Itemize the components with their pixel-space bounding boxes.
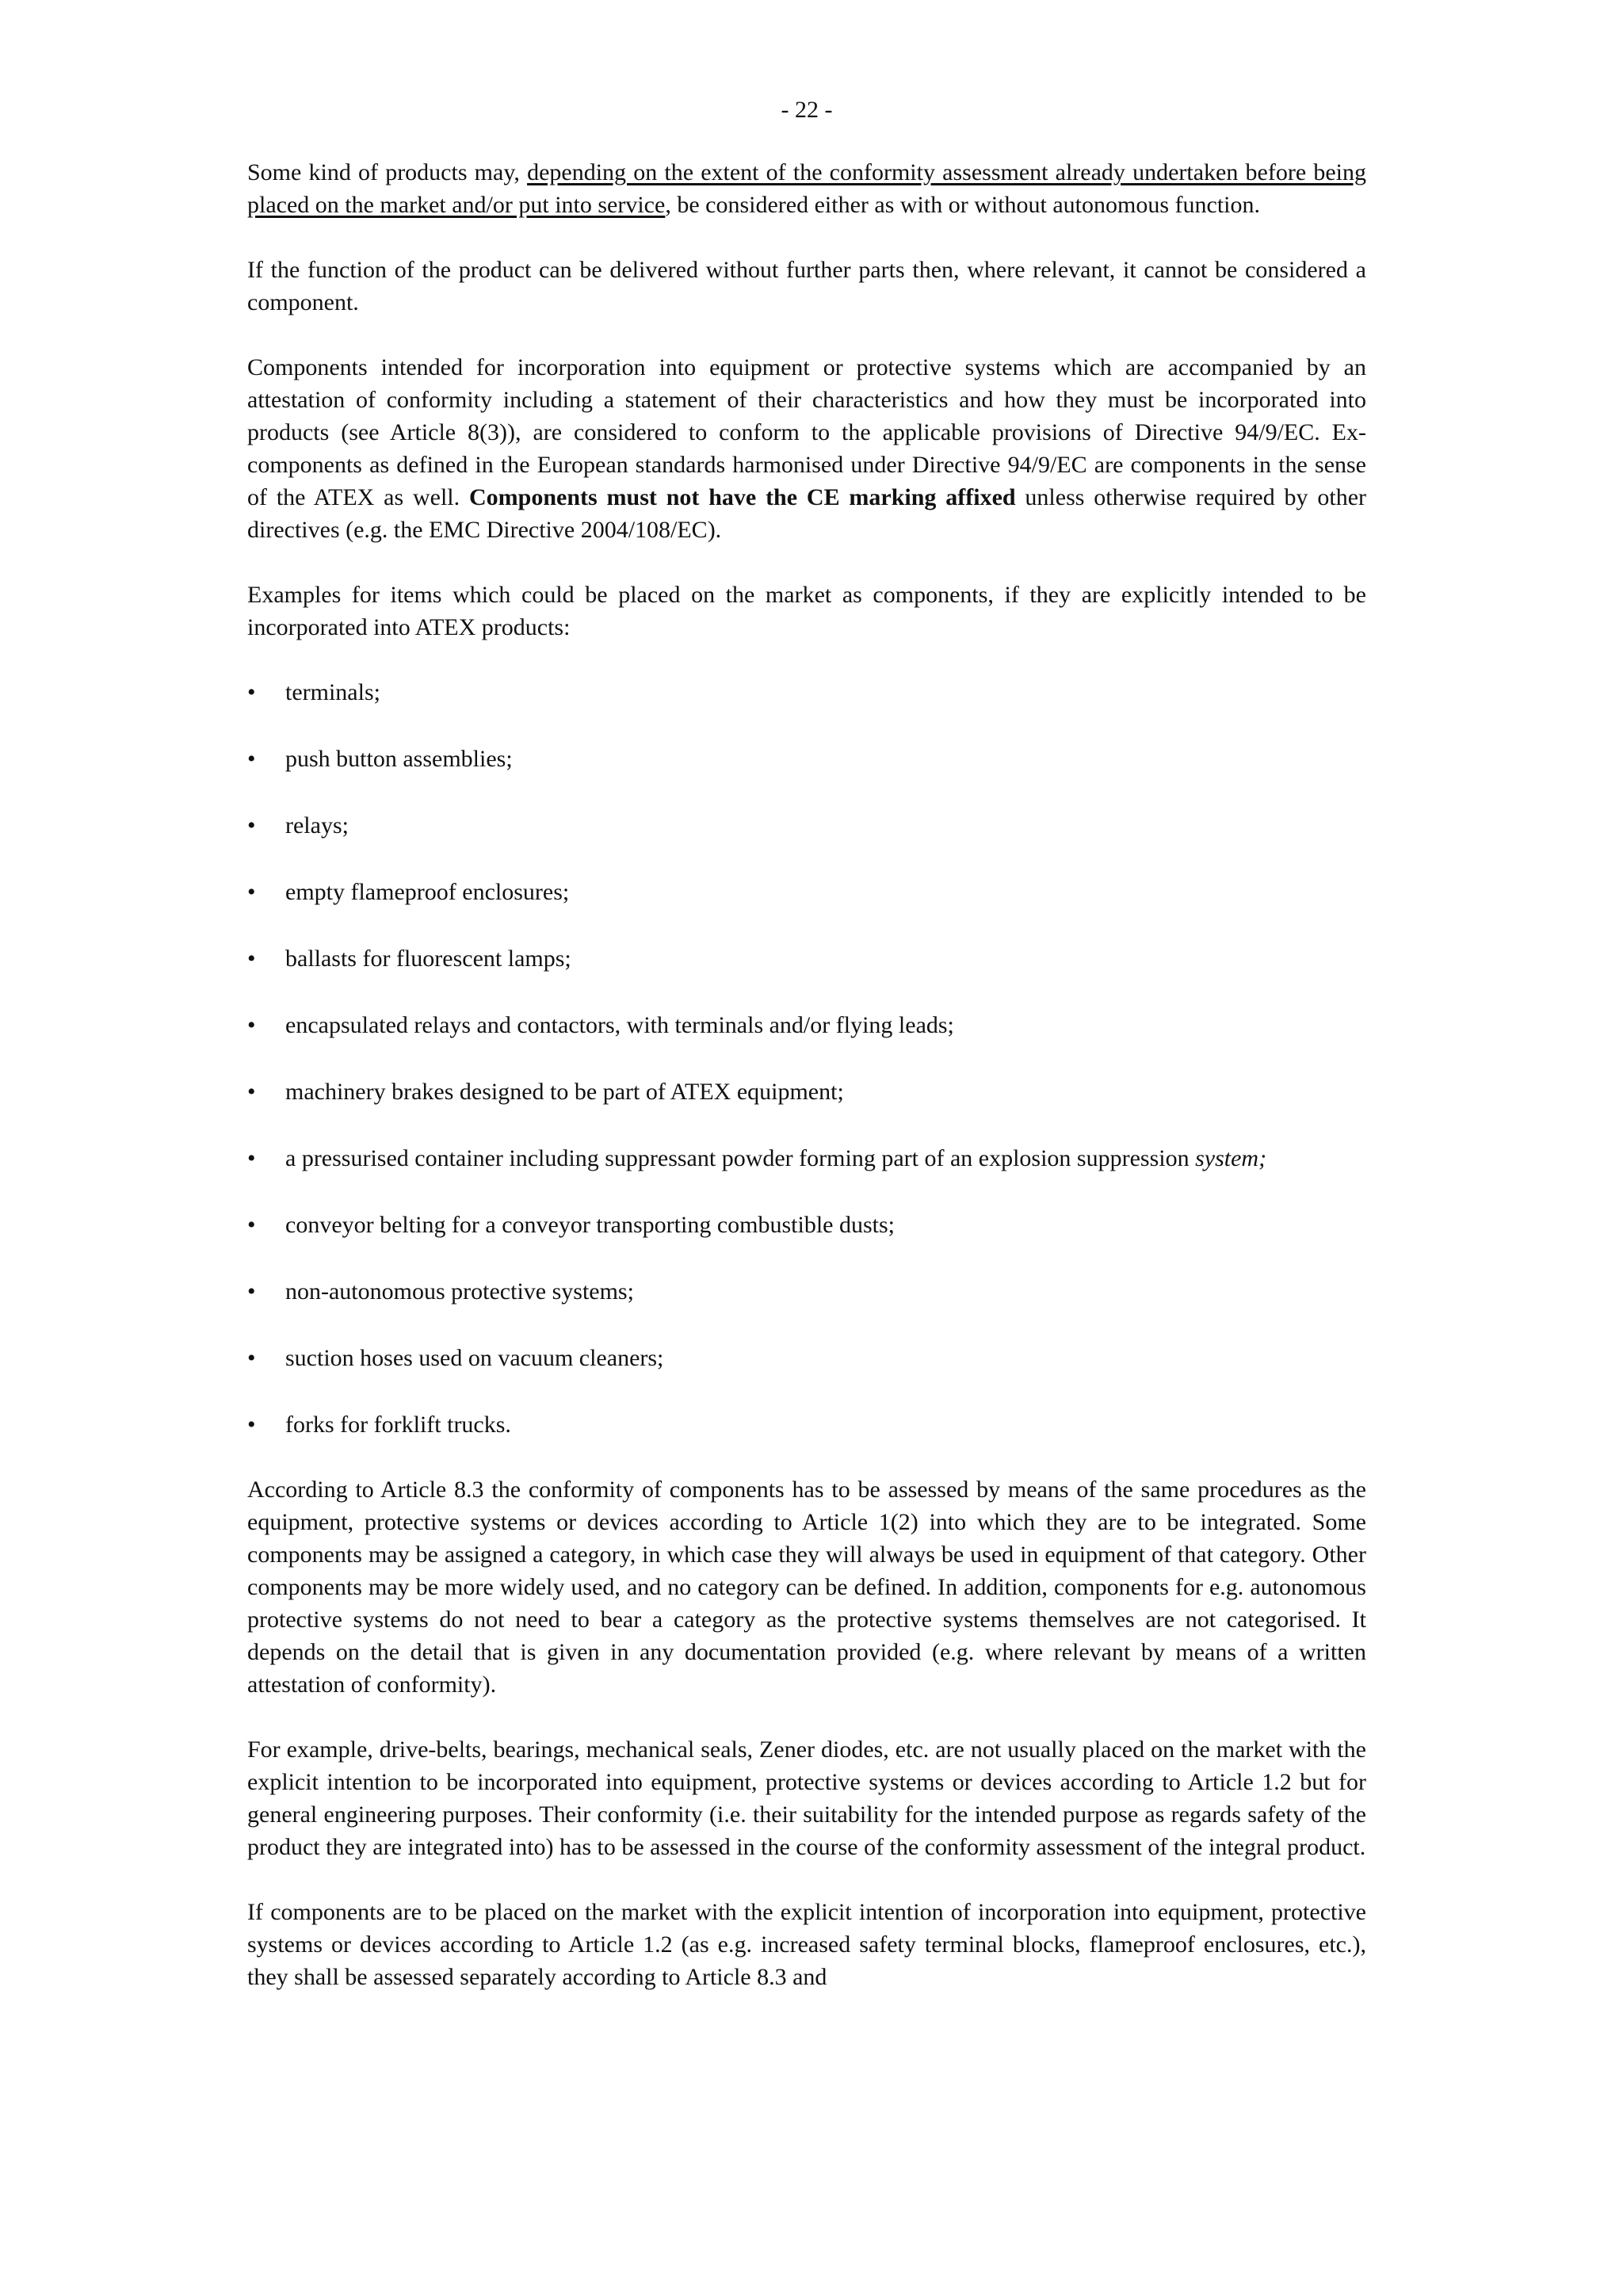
list-item-italic-text: system; xyxy=(1195,1145,1267,1171)
list-item xyxy=(247,809,1366,842)
bullet-icon: • xyxy=(247,946,256,972)
examples-list xyxy=(247,676,1366,1441)
bullet-icon: • xyxy=(247,1412,256,1438)
bullet-icon: • xyxy=(247,746,256,772)
list-item-text: relays; xyxy=(285,812,349,839)
bullet-icon: • xyxy=(247,1212,256,1238)
list-item-text: non-autonomous protective systems; xyxy=(285,1278,634,1305)
bullet-icon: • xyxy=(247,1079,256,1105)
list-item xyxy=(247,942,1366,975)
bullet-icon: • xyxy=(247,1012,256,1038)
list-item xyxy=(247,743,1366,775)
paragraph-lead: Some kind of products may, xyxy=(247,159,528,185)
list-item-text: encapsulated relays and contactors, with terminals and/or flying leads; xyxy=(285,1012,954,1038)
page-number: - 22 - xyxy=(781,97,833,123)
list-item-text: push button assemblies; xyxy=(285,746,513,772)
paragraph-explicit-incorporation: If components are to be placed on the market with the explicit intention of incorporation into equipment, protective systems or devices according to Article 1.2 (as e.g. increased safety terminal blocks, flameproof enclosures, etc.), they shall be assessed separately according to Article 8.3 and xyxy=(247,1899,1366,1990)
list-item xyxy=(247,1408,1366,1441)
list-item-text: suction hoses used on vacuum cleaners; xyxy=(285,1345,664,1371)
list-item-text: machinery brakes designed to be part of ATEX equipment; xyxy=(285,1079,844,1105)
list-item-text: forks for forklift trucks. xyxy=(285,1412,511,1438)
bullet-icon: • xyxy=(247,1278,256,1305)
paragraph-tail: unless otherwise required by other directives (e.g. the EMC Directive 2004/108/EC). xyxy=(247,484,1367,543)
list-item-text: terminals; xyxy=(285,679,380,705)
list-item xyxy=(247,1009,1366,1041)
list-item xyxy=(247,1075,1366,1108)
bullet-icon: • xyxy=(247,1345,256,1371)
bullet-icon: • xyxy=(247,812,256,839)
paragraph-components-attestation xyxy=(247,351,1366,546)
bullet-icon: • xyxy=(247,1145,256,1171)
list-item xyxy=(247,1209,1366,1241)
bullet-icon: • xyxy=(247,879,256,905)
list-item xyxy=(247,676,1366,709)
list-item-text: ballasts for fluorescent lamps; xyxy=(285,946,571,972)
paragraph-general-engineering-example: For example, drive-belts, bearings, mechanical seals, Zener diodes, etc. are not usually placed on the market with the explicit intention to be incorporated into equipment, protective systems or devices according to Article 1.2 but for general engineering purposes. Their conformity (i.e. their suitability for the intended purpose as regards safety of the product they are integrated into) has to be assessed in the course of the conformity assessment of the integral product. xyxy=(247,1736,1366,1860)
list-item xyxy=(247,1275,1366,1308)
bullet-icon: • xyxy=(247,679,256,705)
paragraph-examples-intro: Examples for items which could be placed on the market as components, if they are explicitly intended to be incorporated into ATEX products: xyxy=(247,582,1366,640)
list-item xyxy=(247,1342,1366,1374)
paragraph-tail: , be considered either as with or without autonomous function. xyxy=(665,192,1261,218)
paragraph-autonomous-function xyxy=(247,156,1366,221)
list-item-text: empty flameproof enclosures; xyxy=(285,879,570,905)
paragraph-function-delivery: If the function of the product can be delivered without further parts then, where relevant, it cannot be considered a component. xyxy=(247,257,1366,315)
list-item-text: a pressurised container including suppressant powder forming part of an explosion suppression xyxy=(285,1145,1196,1171)
paragraph-article-8-3: According to Article 8.3 the conformity of components has to be assessed by means of the same procedures as the equipment, protective systems or devices according to Article 1(2) into which they are to be integrated. Some components may be assigned a category, in which case they will always be used in equipment of that category. Other components may be more widely used, and no category can be defined. In addition, components for e.g. autonomous protective systems do not need to bear a category as the protective systems themselves are not categorised. It depends on the detail that is given in any documentation provided (e.g. where relevant by means of a written attestation of conformity). xyxy=(247,1477,1366,1698)
paragraph-lead: Components intended for incorporation into equipment or protective systems which are accompanied by an attestation of conformity including a statement of their characteristics and how they must be incorporated into products (see Article 8(3)), are considered to conform to the applicable provisions of Directive 94/9/EC. Ex-components as defined in the European standards harmonised under Directive 94/9/EC are components in the sense of the ATEX as well. xyxy=(247,354,1366,510)
list-item xyxy=(247,1142,1366,1175)
bold-ce-marking-statement: Components must not have the CE marking affixed xyxy=(469,484,1016,510)
list-item-text: conveyor belting for a conveyor transporting combustible dusts; xyxy=(285,1212,895,1238)
underlined-phrase: depending on the extent of the conformity assessment already undertaken before being placed on the market and/or put into service xyxy=(247,159,1366,218)
document-page xyxy=(247,94,1366,2026)
list-item xyxy=(247,876,1366,908)
